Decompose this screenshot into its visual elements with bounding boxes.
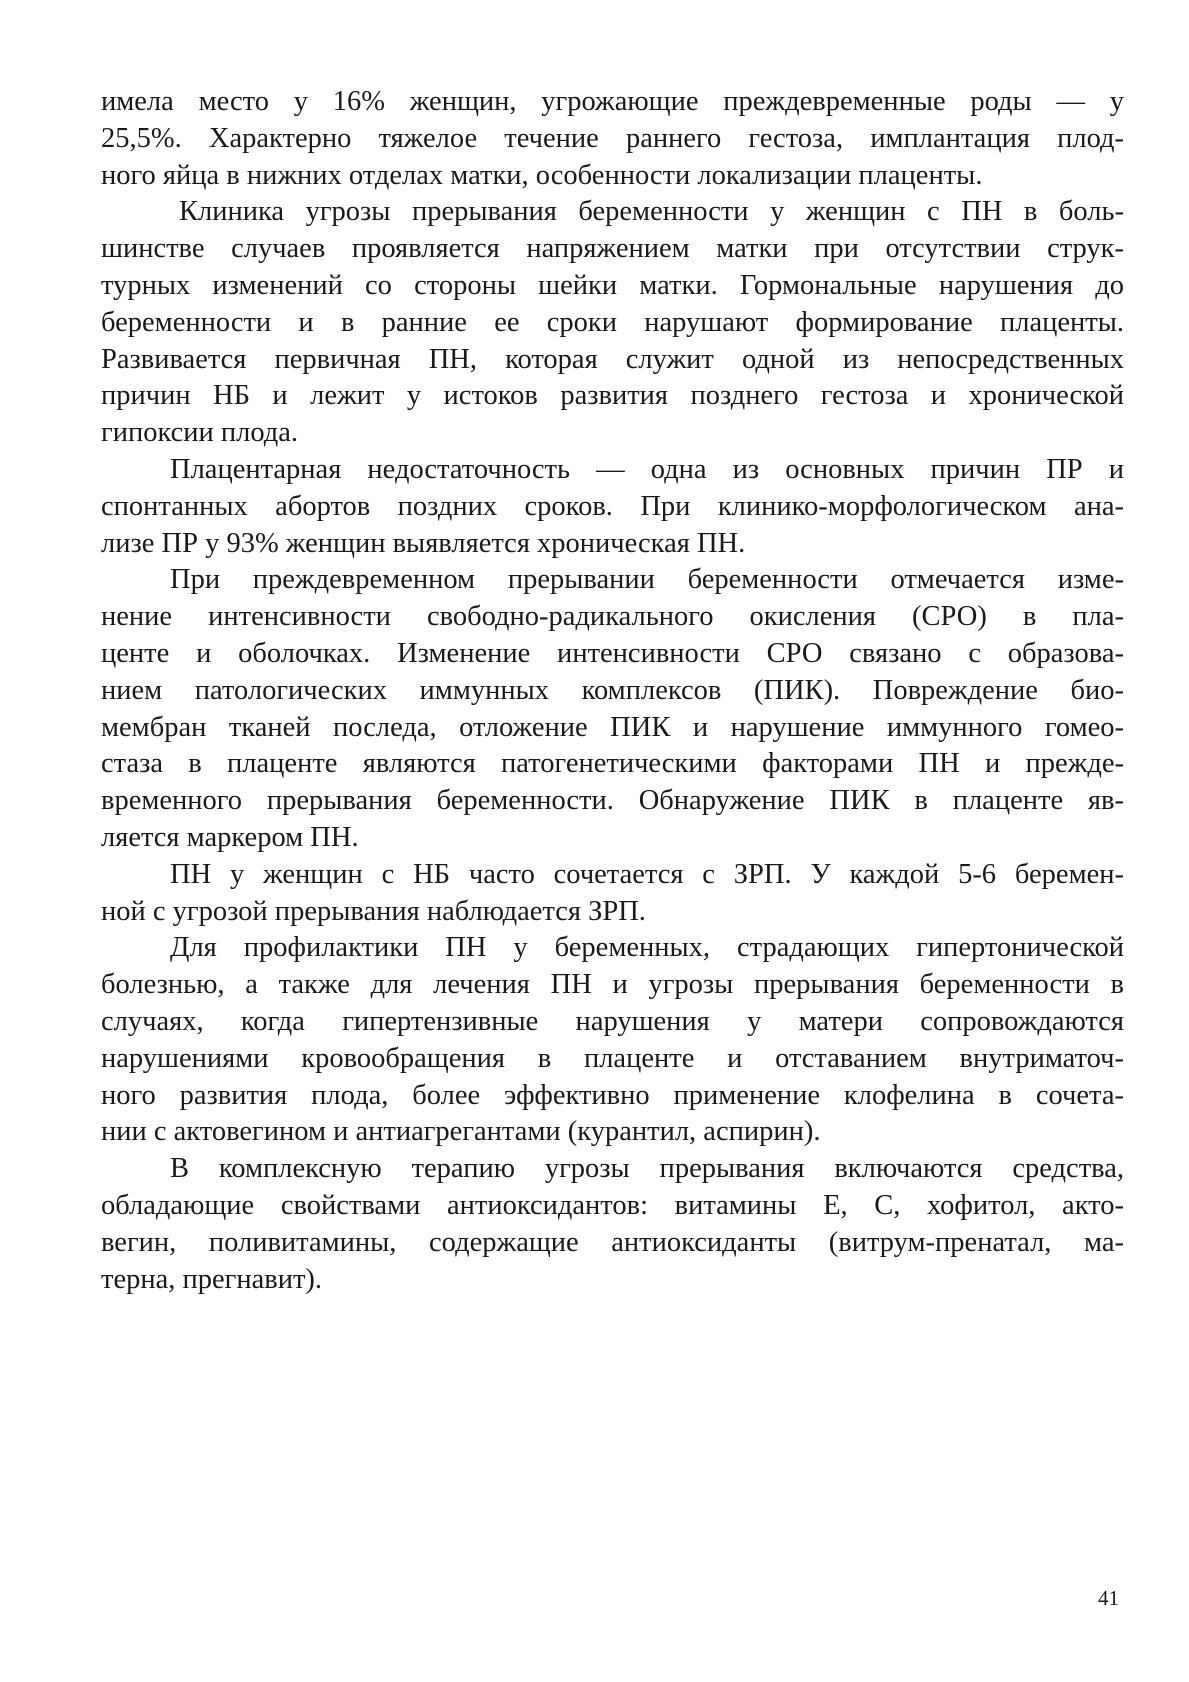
paragraph-6 [101, 930, 1124, 1151]
paragraph-1 [101, 84, 1124, 194]
text-line: мембран тканей последа, отложение ПИК и нарушение иммунного гомео- [101, 711, 1124, 743]
text-line: причин НБ и лежит у истоков развития позднего гестоза и хронической [101, 380, 1124, 412]
text-line: беременности и в ранние ее сроки нарушают формирование плаценты. [101, 306, 1124, 338]
text-line: случаях, когда гипертензивные нарушения у матери сопровождаются [101, 1005, 1124, 1037]
text-line: Для профилактики ПН у беременных, страдающих гипертонической [170, 932, 1124, 964]
text-line: нарушениями кровообращения в плаценте и отставанием внутриматоч- [101, 1042, 1124, 1074]
paragraph-5 [101, 857, 1124, 931]
text-line: Развивается первичная ПН, которая служит одной из непосредственных [101, 343, 1124, 375]
page-number: 41 [1098, 1586, 1119, 1610]
text-line: стаза в плаценте являются патогенетическими факторами ПН и прежде- [101, 748, 1124, 780]
text-line: временного прерывания беременности. Обнаружение ПИК в плаценте яв- [101, 785, 1124, 817]
document-body [101, 84, 1124, 1298]
text-line: обладающие свойствами антиоксидантов: витамины Е, С, хофитол, акто- [101, 1189, 1124, 1221]
text-line: терна, прегнавит). [101, 1263, 323, 1295]
text-line: Плацентарная недостаточность — одна из основных причин ПР и [170, 453, 1124, 485]
text-line: Клиника угрозы прерывания беременности у женщин с ПН в боль- [179, 196, 1124, 228]
text-line: ПН у женщин с НБ часто сочетается с ЗРП. У каждой 5-6 беремен- [170, 858, 1124, 890]
text-line: шинстве случаев проявляется напряжением матки при отсутствии струк- [101, 233, 1124, 265]
paragraph-4 [101, 562, 1124, 856]
text-line: гипоксии плода. [101, 417, 299, 449]
text-line: ного развития плода, более эффективно применение клофелина в сочета- [101, 1079, 1124, 1111]
paragraph-2 [101, 194, 1124, 452]
text-line: вегин, поливитамины, содержащие антиоксиданты (витрум-пренатал, ма- [101, 1226, 1124, 1258]
text-line: центе и оболочках. Изменение интенсивности СРО связано с образова- [101, 637, 1124, 669]
text-line: спонтанных абортов поздних сроков. При клинико-морфологическом ана- [101, 490, 1124, 522]
text-line: имела место у 16% женщин, угрожающие преждевременные роды — у [101, 86, 1124, 117]
text-line: нием патологических иммунных комплексов (ПИК). Повреждение био- [101, 674, 1124, 706]
text-line: нии с актовегином и антиагрегантами (курантил, аспирин). [101, 1116, 821, 1148]
text-line: В комплексную терапию угрозы прерывания включаются средства, [170, 1153, 1124, 1185]
text-line: При преждевременном прерывании беременности отмечается изме- [170, 564, 1124, 596]
text-line: 25,5%. Характерно тяжелое течение раннего гестоза, имплантация плод- [101, 122, 1124, 154]
paragraph-7 [101, 1151, 1124, 1298]
text-line: болезнью, а также для лечения ПН и угрозы прерывания беременности в [101, 969, 1124, 1001]
text-line: лизе ПР у 93% женщин выявляется хроническая ПН. [101, 527, 746, 559]
paragraph-3 [101, 452, 1124, 562]
text-line: нение интенсивности свободно-радикального окисления (СРО) в пла- [101, 601, 1124, 633]
text-line: ной с угрозой прерывания наблюдается ЗРП. [101, 895, 646, 927]
text-line: ляется маркером ПН. [101, 821, 359, 853]
text-line: турных изменений со стороны шейки матки. Гормональные нарушения до [101, 269, 1124, 301]
text-line: ного яйца в нижних отделах матки, особенности локализации плаценты. [101, 159, 983, 191]
